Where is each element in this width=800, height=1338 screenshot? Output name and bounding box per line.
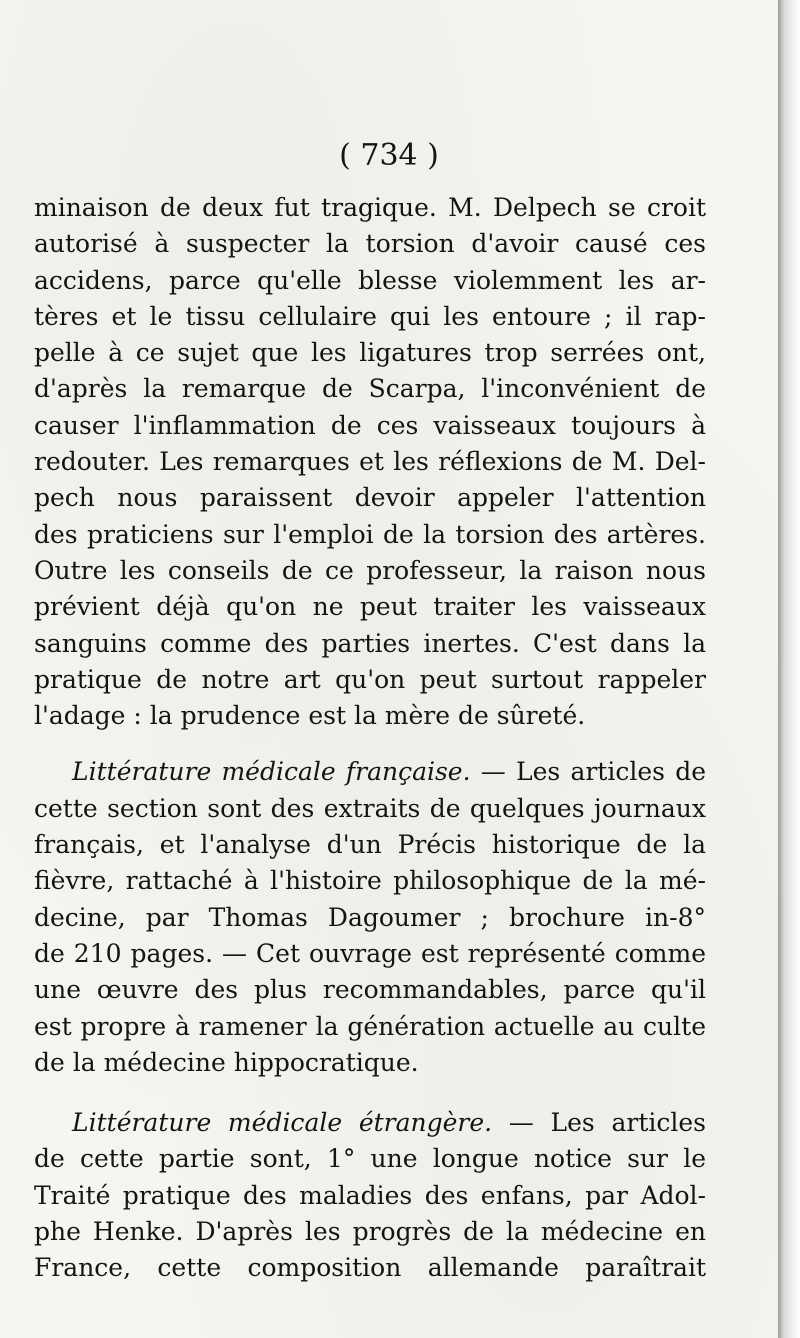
page-number: ( 734 ) <box>339 138 439 173</box>
paragraph-delpech <box>34 190 706 734</box>
text-line: autorisé à suspecter la torsion d'avoir causé ces <box>34 229 706 259</box>
text-line: une œuvre des plus recommandables, parce qu'il <box>34 975 706 1005</box>
text-line: redouter. Les remarques et les réflexions de M. Del- <box>34 447 706 477</box>
text-line: pelle à ce sujet que les ligatures trop serrées ont, <box>34 338 706 368</box>
text-line: Traité pratique des maladies des enfans, par Adol- <box>34 1180 706 1210</box>
section-heading: Littérature médicale étrangère. <box>72 1108 493 1138</box>
text-line: l'adage : la prudence est la mère de sûreté. <box>34 701 586 731</box>
text-line: tères et le tissu cellulaire qui les entoure ; il rap- <box>34 301 706 331</box>
paragraph-gap <box>34 1081 706 1105</box>
paragraph-litterature-etrangere <box>34 1105 706 1286</box>
text-line: est propre à ramener la génération actuelle au culte <box>34 1011 706 1041</box>
text-line: de 210 pages. — Cet ouvrage est représenté comme <box>34 938 706 968</box>
paragraph-litterature-francaise <box>34 754 706 1081</box>
text-line: sanguins comme des parties inertes. C'est dans la <box>34 628 706 658</box>
text-line: prévient déjà qu'on ne peut traiter les vaisseaux <box>34 592 706 622</box>
text-line: des praticiens sur l'emploi de la torsion des artères. <box>34 519 706 549</box>
text-line: causer l'inflammation de ces vaisseaux toujours à <box>34 410 706 440</box>
text-line: pratique de notre art qu'on peut surtout rappeler <box>34 664 706 694</box>
text-line: de la médecine hippocratique. <box>34 1047 419 1077</box>
text-line: minaison de deux fut tragique. M. Delpech se croit <box>34 193 706 222</box>
text-line: français, et l'analyse d'un Précis historique de la <box>34 830 706 860</box>
text-line: d'après la remarque de Scarpa, l'inconvénient de <box>34 374 706 404</box>
text-line: cette section sont des extraits de quelques journaux <box>34 793 706 823</box>
text-line: Outre les conseils de ce professeur, la raison nous <box>34 555 706 585</box>
text-line: phe Henke. D'après les progrès de la médecine en <box>34 1217 706 1247</box>
page-edge-shadow <box>778 0 800 1338</box>
text-line <box>34 1105 706 1141</box>
text-line: accidens, parce qu'elle blesse violemment les ar- <box>34 265 706 295</box>
heading-continuation: — Les articles <box>492 1108 706 1138</box>
text-line: fièvre, rattaché à l'histoire philosophique de la mé- <box>34 866 706 896</box>
heading-continuation: — Les articles de <box>470 757 706 787</box>
section-heading: Littérature médicale française. <box>72 757 471 787</box>
text-line <box>34 754 706 790</box>
paragraph-gap <box>34 734 706 754</box>
text-line: decine, par Thomas Dagoumer ; brochure in-8° <box>34 902 706 932</box>
text-line: pech nous paraissent devoir appeler l'attention <box>34 483 706 513</box>
text-line: France, cette composition allemande paraîtrait <box>34 1253 706 1283</box>
body-text <box>34 190 706 1287</box>
text-line: de cette partie sont, 1° une longue notice sur le <box>34 1144 706 1174</box>
